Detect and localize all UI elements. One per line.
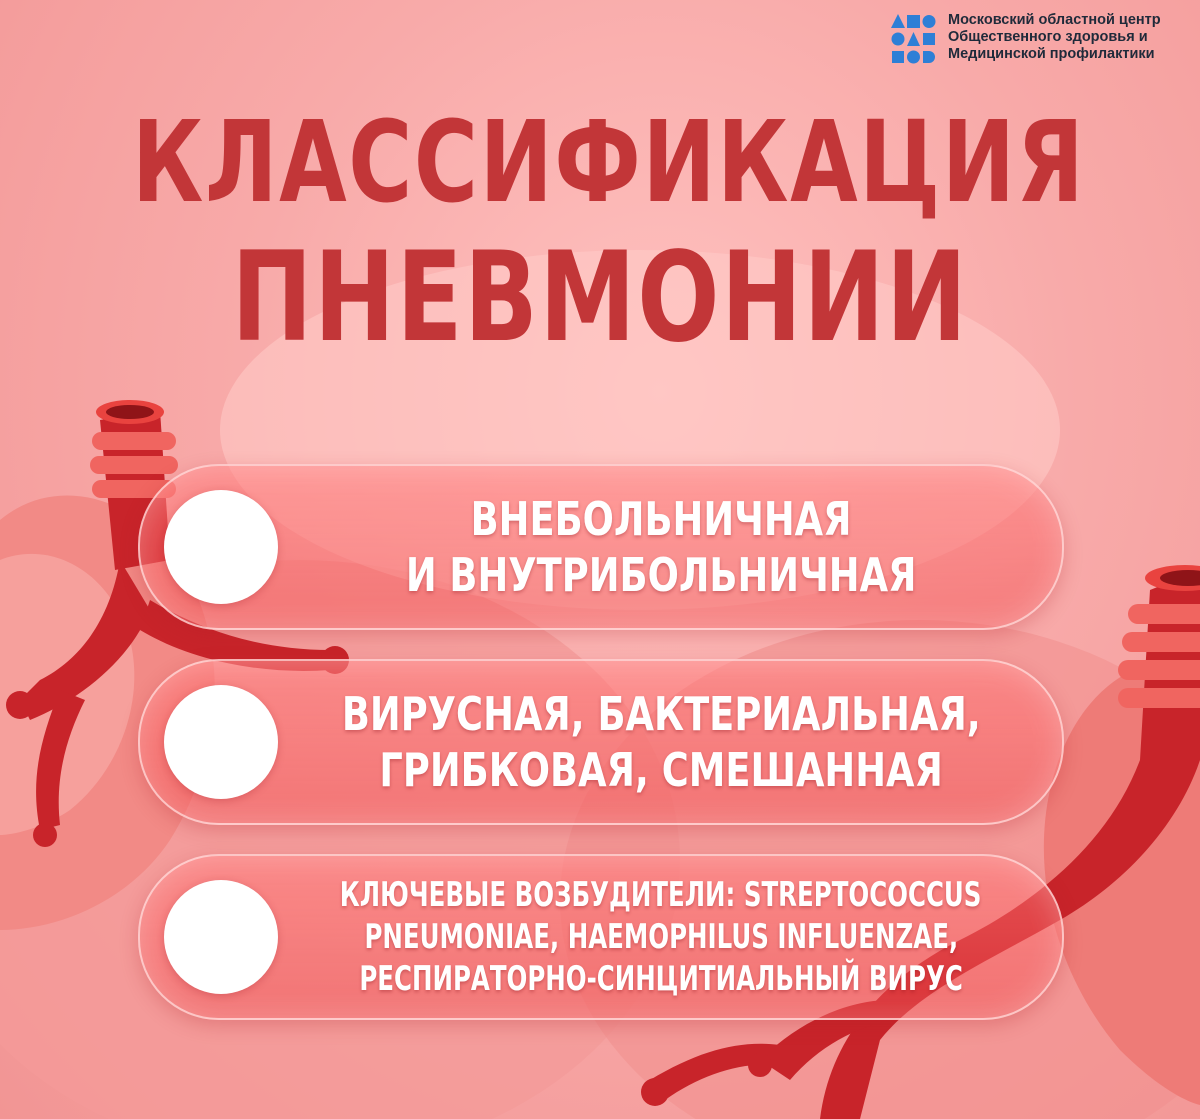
item-line: ВНЕБОЛЬНИЧНАЯ — [470, 492, 852, 546]
item-line: PNEUMONIAE, HAEMOPHILUS INFLUENZAE, — [364, 917, 958, 957]
title-line-1: КЛАССИФИКАЦИЯ — [132, 98, 1086, 228]
bullet-circle-icon — [164, 490, 278, 604]
item-line: ГРИБКОВАЯ, СМЕШАННАЯ — [379, 743, 943, 797]
logo-mark-icon — [890, 12, 936, 66]
item-line: ВИРУСНАЯ, БАКТЕРИАЛЬНАЯ, — [341, 687, 981, 741]
logo-line-2: Общественного здоровья и — [948, 29, 1148, 45]
item-line: И ВНУТРИБОЛЬНИЧНАЯ — [405, 548, 917, 602]
organization-logo — [890, 12, 1161, 66]
item-line: КЛЮЧЕВЫЕ ВОЗБУДИТЕЛИ: STREPTOCOCCUS — [340, 875, 982, 915]
bullet-circle-icon — [164, 880, 278, 994]
classification-item-2 — [138, 659, 1064, 825]
bullet-circle-icon — [164, 685, 278, 799]
classification-item-3 — [138, 854, 1064, 1020]
classification-item-1 — [138, 464, 1064, 630]
logo-line-1: Московский областной центр — [948, 12, 1161, 28]
logo-text — [948, 12, 1161, 63]
item-text — [290, 661, 1032, 823]
title-line-2: ПНЕВМОНИИ — [231, 226, 969, 370]
item-text — [290, 466, 1032, 628]
item-text — [290, 856, 1032, 1018]
logo-line-3: Медицинской профилактики — [948, 46, 1155, 62]
item-line: РЕСПИРАТОРНО-СИНЦИТИАЛЬНЫЙ ВИРУС — [359, 959, 963, 999]
